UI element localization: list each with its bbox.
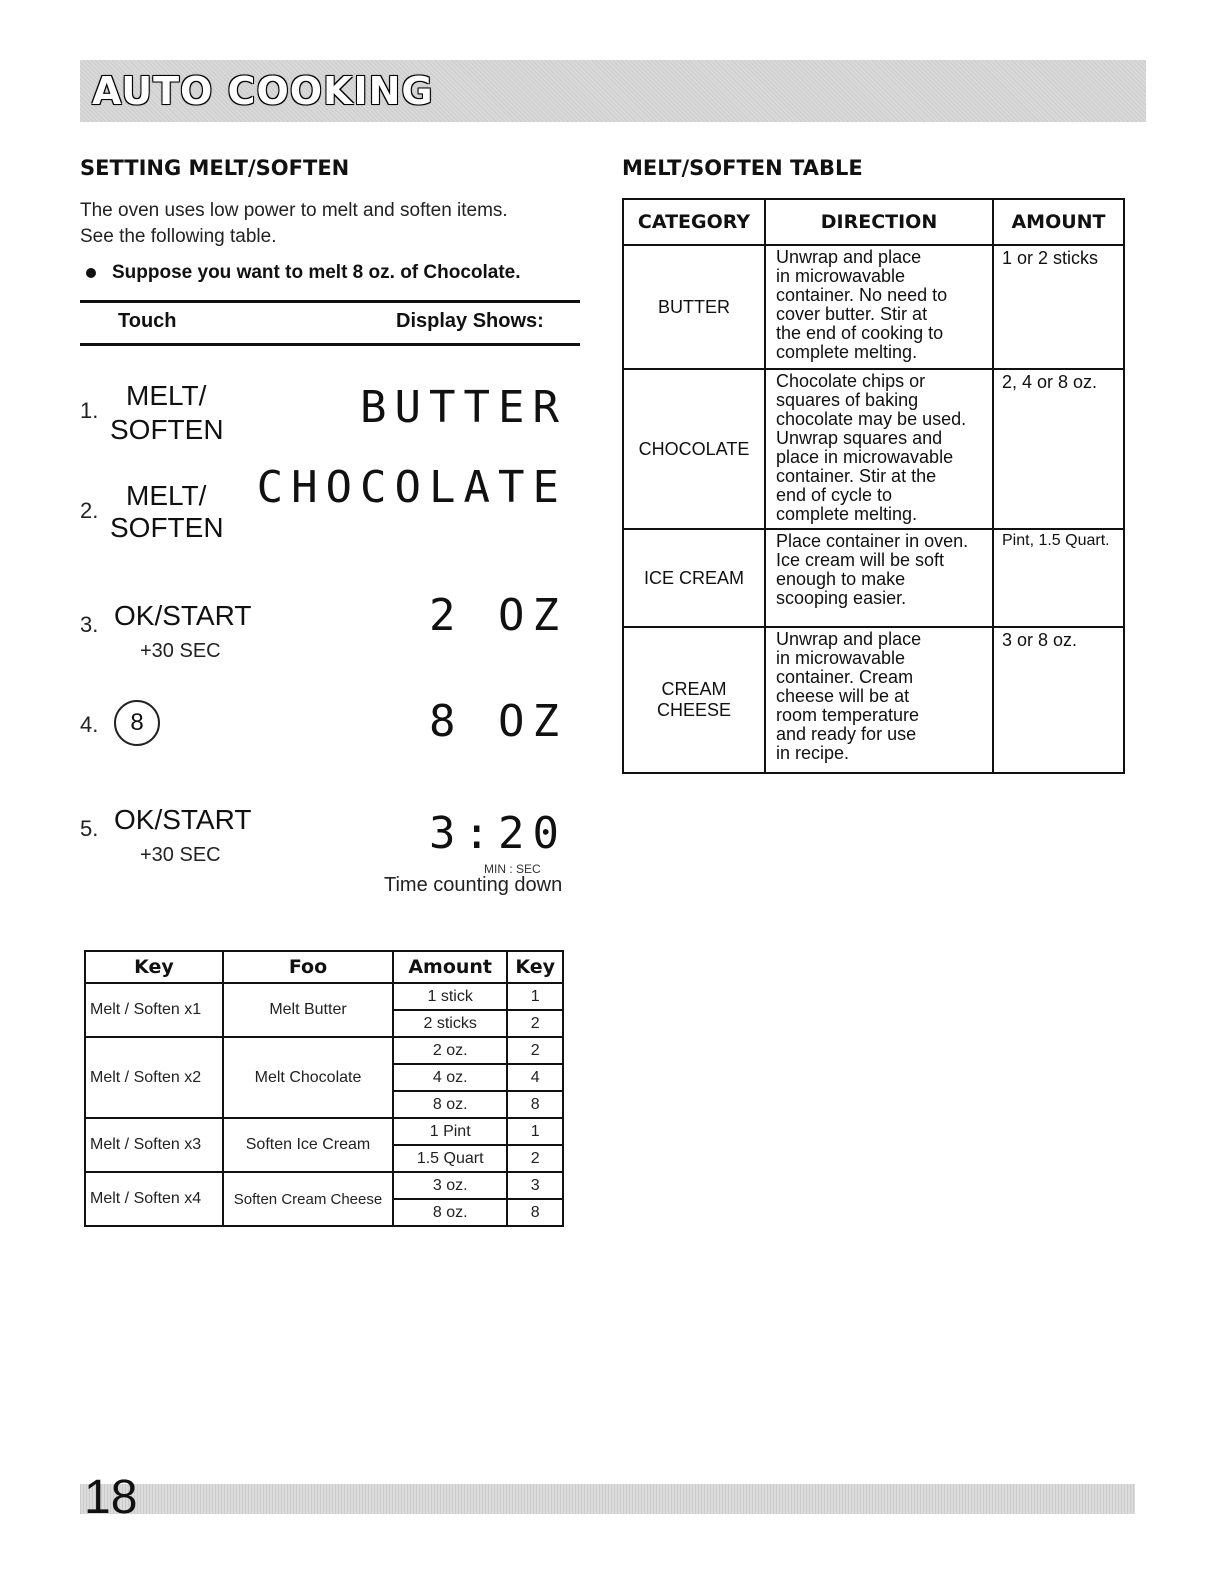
amount-cell: 1 Pint <box>393 1118 507 1145</box>
table-row <box>85 1172 563 1199</box>
key-cell: Melt / Soften x1 <box>85 983 223 1037</box>
amount-cell: 1 stick <box>393 983 507 1010</box>
direction-line: Place container in oven. <box>776 531 969 551</box>
amount-cell: 8 oz. <box>393 1091 507 1118</box>
amount-cell: 3 oz. <box>393 1172 507 1199</box>
example-bullet <box>86 262 521 284</box>
key-table <box>84 950 564 1227</box>
direction-line: Unwrap squares and <box>776 428 943 448</box>
step-2-number: 2. <box>80 498 99 523</box>
page-number: 18 <box>84 1471 138 1524</box>
direction-line: Chocolate chips or <box>776 371 926 391</box>
step-2-key-line1: MELT/ <box>126 480 207 511</box>
step-3-key-line1: OK/START <box>114 600 252 631</box>
key-cell: Melt / Soften x4 <box>85 1172 223 1226</box>
key-number-cell: 4 <box>507 1064 563 1091</box>
direction-line: Unwrap and place <box>776 247 922 267</box>
table-header-row <box>623 199 1124 245</box>
direction-line: complete melting. <box>776 504 918 524</box>
step-4-display: 8 OZ <box>429 696 567 747</box>
divider-bottom <box>80 343 580 346</box>
direction-line: squares of baking <box>776 390 919 410</box>
step-2-key-line2: SOFTEN <box>110 512 224 543</box>
step-5-number: 5. <box>80 816 99 841</box>
direction-line: in microwavable <box>776 648 906 668</box>
step-1-key-line2: SOFTEN <box>110 414 224 445</box>
food-header: Foo <box>223 951 393 983</box>
key-number-cell: 2 <box>507 1010 563 1037</box>
key-number-cell: 1 <box>507 1118 563 1145</box>
food-cell: Melt Chocolate <box>223 1037 393 1118</box>
key-number-cell: 3 <box>507 1172 563 1199</box>
direction-line: place in microwavable <box>776 447 954 467</box>
key-number-cell: 8 <box>507 1199 563 1226</box>
direction-line: container. Stir at the <box>776 466 937 486</box>
direction-line: end of cycle to <box>776 485 893 505</box>
header-banner <box>80 60 1146 122</box>
table-row <box>623 627 1124 773</box>
direction-line: enough to make <box>776 569 906 589</box>
step-3-number: 3. <box>80 612 99 637</box>
key-cell: Melt / Soften x3 <box>85 1118 223 1172</box>
direction-cell <box>765 369 993 529</box>
amount-cell: 3 or 8 oz. <box>993 627 1124 773</box>
direction-line: cheese will be at <box>776 686 910 706</box>
category-cell: BUTTER <box>623 245 765 369</box>
min-sec-label: MIN : SEC <box>484 862 541 876</box>
step-3-key-line2: +30 SEC <box>140 640 221 662</box>
footer-bar <box>80 1484 1135 1514</box>
amount-cell: 2 sticks <box>393 1010 507 1037</box>
category-line: CHEESE <box>656 700 732 720</box>
food-cell: Soften Ice Cream <box>223 1118 393 1172</box>
direction-line: and ready for use <box>776 724 917 744</box>
melt-soften-table <box>622 198 1125 774</box>
step-5-display: 3:20 <box>429 808 567 859</box>
table-row <box>85 1118 563 1145</box>
amount-header: Amount <box>393 951 507 983</box>
key-number-cell: 2 <box>507 1037 563 1064</box>
direction-line: scooping easier. <box>776 588 907 608</box>
direction-line: in microwavable <box>776 266 906 286</box>
key-table-header <box>85 951 563 983</box>
direction-line: container. Cream <box>776 667 914 687</box>
step-1-key-line1: MELT/ <box>126 380 207 411</box>
amount-cell: 1 or 2 sticks <box>993 245 1124 369</box>
amount-cell: 2 oz. <box>393 1037 507 1064</box>
key-number-cell: 1 <box>507 983 563 1010</box>
key-number-header: Key <box>507 951 563 983</box>
step-2-display: CHOCOLATE <box>256 462 567 513</box>
direction-line: Ice cream will be soft <box>776 550 945 570</box>
direction-line: chocolate may be used. <box>776 409 967 429</box>
step-5-key-line2: +30 SEC <box>140 844 221 866</box>
countdown-note: Time counting down <box>384 874 563 896</box>
amount-cell: 1.5 Quart <box>393 1145 507 1172</box>
amount-cell: 2, 4 or 8 oz. <box>993 369 1124 529</box>
amount-cell: 8 oz. <box>393 1199 507 1226</box>
category-cell <box>623 627 765 773</box>
category-cell: CHOCOLATE <box>623 369 765 529</box>
table-section-title: MELT/SOFTEN TABLE <box>622 156 863 180</box>
direction-line: in recipe. <box>776 743 850 763</box>
step-1-display: BUTTER <box>360 382 567 433</box>
header-amount: AMOUNT <box>993 199 1124 245</box>
key-number-cell: 8 <box>507 1091 563 1118</box>
table-row <box>85 983 563 1010</box>
divider-top <box>80 300 580 303</box>
category-line: CREAM <box>661 679 727 699</box>
key-cell: Melt / Soften x2 <box>85 1037 223 1118</box>
table-row <box>85 1037 563 1064</box>
table-row <box>623 369 1124 529</box>
step-1-number: 1. <box>80 398 99 423</box>
direction-cell <box>765 627 993 773</box>
step-3-display: 2 OZ <box>429 590 567 641</box>
direction-line: complete melting. <box>776 342 918 362</box>
header-category: CATEGORY <box>623 199 765 245</box>
key-number-cell: 2 <box>507 1145 563 1172</box>
direction-line: container. No need to <box>776 285 948 305</box>
number-8-key: 8 <box>114 700 160 746</box>
step-4-number: 4. <box>80 712 99 737</box>
col-display-label: Display Shows: <box>396 310 544 332</box>
table-row <box>623 245 1124 369</box>
intro-line-2: See the following table. <box>80 226 277 247</box>
direction-line: the end of cooking to <box>776 323 944 343</box>
table-row <box>623 529 1124 627</box>
example-text: Suppose you want to melt 8 oz. of Chocolate. <box>112 262 521 283</box>
page-title: AUTO COOKING <box>92 69 434 113</box>
direction-cell <box>765 245 993 369</box>
key-header: Key <box>85 951 223 983</box>
amount-cell: Pint, 1.5 Quart. <box>993 529 1124 627</box>
setting-section-title: SETTING MELT/SOFTEN <box>80 156 350 180</box>
intro-text <box>80 198 508 250</box>
food-cell: Melt Butter <box>223 983 393 1037</box>
direction-line: room temperature <box>776 705 920 725</box>
bullet-icon <box>86 268 96 278</box>
col-touch-label: Touch <box>118 310 177 332</box>
direction-line: cover butter. Stir at <box>776 304 928 324</box>
intro-line-1: The oven uses low power to melt and soften items. <box>80 200 508 221</box>
direction-line: Unwrap and place <box>776 629 922 649</box>
step-5-key-line1: OK/START <box>114 804 252 835</box>
category-cell: ICE CREAM <box>623 529 765 627</box>
direction-cell <box>765 529 993 627</box>
amount-cell: 4 oz. <box>393 1064 507 1091</box>
food-cell: Soften Cream Cheese <box>223 1172 393 1226</box>
header-direction: DIRECTION <box>765 199 993 245</box>
